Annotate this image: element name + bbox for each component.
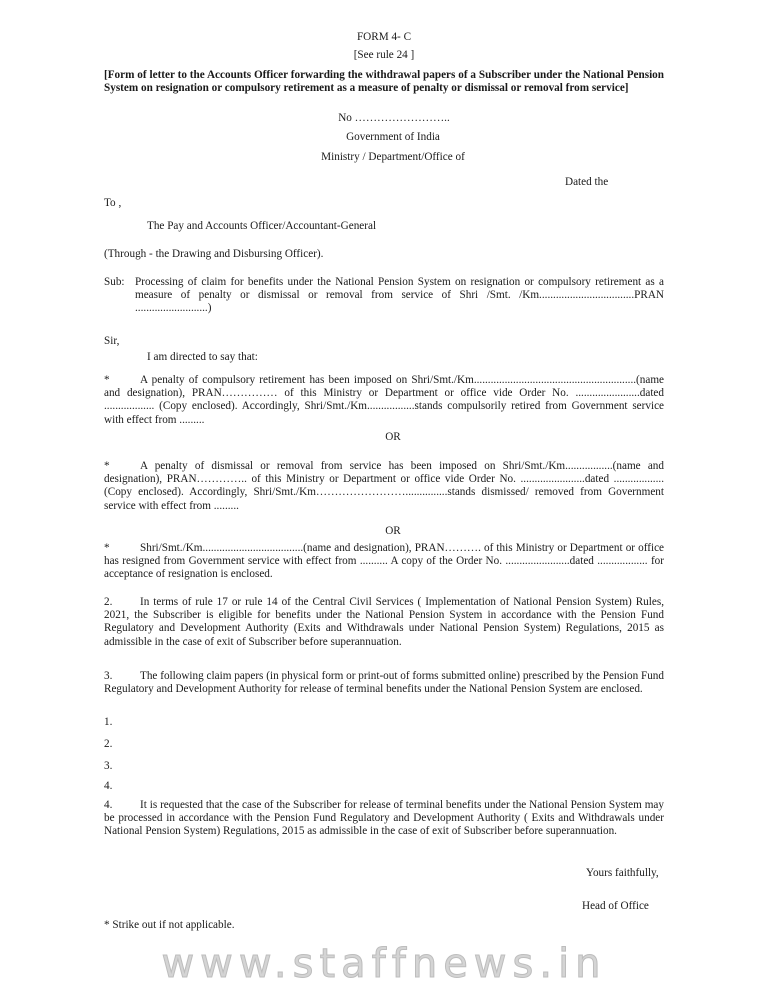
paragraph-number: 2.	[104, 596, 113, 608]
subject-label: Sub:	[104, 276, 125, 288]
salutation: Sir,	[104, 335, 120, 347]
subject	[104, 276, 664, 316]
paragraph-text: It is requested that the case of the Subscriber for release of terminal benefits under the National Pension System may be processed in accordance with the Pension Fund Regulatory and Development Authority ( Exits and Withdrawals under National Pension System) Regulations, 2015 as admissible in the case of exit of Subscriber before superannuation.	[104, 799, 664, 838]
rule-reference: [See rule 24 ]	[353, 49, 415, 61]
option-text: A penalty of dismissal or removal from service has been imposed on Shri/Smt./Km.................(name and designation), PRAN………….. of this Ministry or Department or office vide Order No. .......................dated ..................(Copy enclosed). Accordingly, Shri/Smt./Km……………………...............stands dismissed/ removed from Government service with effect from .........	[104, 460, 664, 512]
option-dismissal	[104, 460, 664, 513]
option-resignation	[104, 542, 664, 582]
option-text: A penalty of compulsory retirement has been imposed on Shri/Smt./Km..........................................................(name and designation), PRAN…………… of this Ministry or Department or office vide Order No. .......................dated .................. (Copy enclosed). Accordingly, Shri/Smt./Km.................stands compulsorily retired from Government service with effect from .........	[104, 374, 664, 426]
enclosure-item: 4.	[104, 780, 113, 792]
footnote: * Strike out if not applicable.	[104, 919, 235, 931]
ministry: Ministry / Department/Office of	[321, 151, 465, 163]
or-separator: OR	[385, 431, 401, 443]
paragraph-text: In terms of rule 17 or rule 14 of the Central Civil Services ( Implementation of National Pension System) Rules, 2021, the Subscriber is eligible for benefits under the National Pension System in accordance with the Pension Fund Regulatory and Development Authority (Exits and Withdrawals under National Pension System) Regulations, 2015 as admissible in the case of exit of Subscriber before superannuation.	[104, 596, 664, 648]
or-separator: OR	[385, 525, 401, 537]
enclosure-item: 1.	[104, 716, 113, 728]
asterisk-marker: *	[104, 542, 110, 554]
asterisk-marker: *	[104, 460, 110, 472]
to-label: To ,	[104, 197, 122, 209]
signatory: Head of Office	[582, 900, 649, 912]
government: Government of India	[346, 131, 440, 143]
subject-text: Processing of claim for benefits under the National Pension System on resignation or compulsory retirement as a measure of penalty or dismissal or removal from service of Shri /Smt. /Km..................................PRAN ..........................)	[135, 276, 664, 315]
paragraph-2	[104, 596, 664, 649]
directed-line: I am directed to say that:	[147, 351, 258, 363]
form-number: FORM 4- C	[356, 31, 412, 43]
through-line: (Through - the Drawing and Disbursing Officer).	[104, 248, 324, 260]
paragraph-text: The following claim papers (in physical form or print-out of forms submitted online) prescribed by the Pension Fund Regulatory and Development Authority for release of terminal benefits under the National Pension System are enclosed.	[104, 670, 664, 696]
option-text: Shri/Smt./Km....................................(name and designation), PRAN………. of this Ministry or Department or office has resigned from Government service with effect from .......... A copy of the Order No. .......................dated .................. for acceptance of resignation is enclosed.	[104, 542, 664, 581]
watermark: www.staffnews.in	[161, 941, 607, 987]
closing: Yours faithfully,	[586, 867, 659, 879]
enclosure-item: 2.	[104, 738, 113, 750]
form-title: [Form of letter to the Accounts Officer forwarding the withdrawal papers of a Subscriber under the National Pension System on resignation or compulsory retirement as a measure of penalty or dismissal or removal from service]	[104, 69, 664, 95]
enclosure-item: 3.	[104, 760, 113, 772]
paragraph-number: 4.	[104, 799, 113, 811]
asterisk-marker: *	[104, 374, 110, 386]
dated-label: Dated the	[565, 176, 609, 188]
option-compulsory-retirement	[104, 374, 664, 427]
letter-number: No ……………………..	[338, 112, 450, 124]
paragraph-4	[104, 799, 664, 839]
paragraph-3	[104, 670, 664, 696]
addressee: The Pay and Accounts Officer/Accountant-General	[147, 220, 377, 232]
paragraph-number: 3.	[104, 670, 113, 682]
